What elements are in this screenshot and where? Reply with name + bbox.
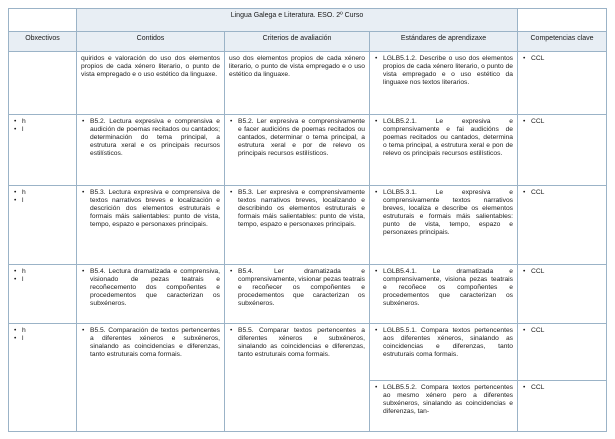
table-header-row: [9, 32, 607, 52]
standards-cell: [370, 115, 518, 186]
table-row: [9, 265, 607, 324]
competences-cell: [518, 265, 607, 324]
header-objectives: Obxectivos: [9, 32, 77, 52]
objective-item: • h: [22, 268, 72, 276]
objective-item: • l: [22, 276, 72, 284]
competences-cell: [518, 52, 607, 115]
content-item: • B5.4. Lectura dramatizada e comprensiva, visionado de pezas teatrais e recoñecemento dos compoñentes e procedementos que caracterizan os subxéneros.: [90, 268, 220, 308]
standard-item: • LGLB5.5.1. Compara textos pertencentes aos diferentes xéneros, sinalando as coincidencias e diferenzas, tanto estruturais coma formais.: [383, 327, 513, 359]
objective-item: • h: [22, 189, 72, 197]
competence-item: • CCL: [531, 55, 602, 63]
criterion-item: • B5.2. Ler expresiva e comprensivamente e facer audicións de poemas recitados ou cantados, determinar o tema principal, a estrutura xeral e por de relevo os principais recursos estilísticos.: [238, 118, 365, 158]
content-item: • B5.2. Lectura expresiva e comprensiva e audición de poemas recitados ou cantados; determinación do tema principal, a estrutura xeral e os principais recursos estilísticos.: [90, 118, 220, 158]
standard-item: • LGLB5.1.2. Describe o uso dos elementos propios de cada xénero literario, o punto de vista empregado e o uso estético da linguaxe nos textos literarios.: [383, 55, 513, 87]
competences-cell: [518, 324, 607, 381]
contents-cell: [77, 324, 225, 432]
standard-item: • LGLB5.5.2. Compara textos pertencentes ao mesmo xénero pero a diferentes subxéneros, sinalando as coincidencias e diferenzas, tan-: [383, 384, 513, 416]
header-criteria: Criterios de avaliación: [225, 32, 370, 52]
header-standards: Estándares de aprendizaxe: [370, 32, 518, 52]
standard-item: • LGLB5.3.1. Le expresiva e comprensivamente textos narrativos breves, localiza e describe os elementos estruturais e formais máis salientables: punto de vista, tempo, espazo e personaxes principais.: [383, 189, 513, 238]
competence-item: • CCL: [531, 189, 602, 197]
competence-item: • CCL: [531, 327, 602, 335]
content-item: • B5.3. Lectura expresiva e comprensiva de textos narrativos breves e localización e descrición dos elementos estruturais e formais máis salientables: punto de vista, tempo, espazo e personaxes principais.: [90, 189, 220, 229]
criteria-cell: uso dos elementos propios de cada xénero literario, o punto de vista empregado e o uso estético da linguaxe.: [225, 52, 370, 115]
objectives-cell: [9, 324, 77, 432]
criteria-cell: [225, 186, 370, 265]
criterion-item: • B5.4. Ler dramatizada e comprensivamente, visionar pezas teatrais e recoñecer os compoñentes e procedementos que caracterizan os subxéneros.: [238, 268, 365, 308]
table-title-row: [9, 9, 607, 32]
competences-cell: [518, 381, 607, 432]
objective-item: • h: [22, 118, 72, 126]
criterion-item: • B5.5. Comparar textos pertencentes a diferentes xéneros e subxéneros, sinalando as coincidencias e diferenzas, tanto estruturais coma formais.: [238, 327, 365, 359]
competence-item: • CCL: [531, 268, 602, 276]
objective-item: • l: [22, 126, 72, 134]
title-blank-cell: [518, 9, 607, 32]
table-row: [9, 186, 607, 265]
contents-cell: [77, 115, 225, 186]
curriculum-table: [8, 8, 607, 432]
header-contents: Contidos: [77, 32, 225, 52]
standard-item: • LGLB5.2.1. Le expresiva e comprensivamente e fai audicións de poemas recitados ou cantados, determina o tema principal, a estrutura xeral e pon de relevo os principais recursos estilísticos.: [383, 118, 513, 158]
standards-cell: [370, 265, 518, 324]
competence-item: • CCL: [531, 118, 602, 126]
contents-cell: [77, 186, 225, 265]
objectives-cell: [9, 186, 77, 265]
objective-item: • h: [22, 327, 72, 335]
table-row: [9, 52, 607, 115]
criteria-cell: [225, 115, 370, 186]
objective-item: • l: [22, 197, 72, 205]
standards-cell: [370, 52, 518, 115]
criteria-cell: [225, 265, 370, 324]
objectives-cell: [9, 52, 77, 115]
standards-cell: [370, 381, 518, 432]
criterion-item: • B5.3. Ler expresiva e comprensivamente textos narrativos breves, localizando e describindo os elementos estruturais e formais máis salientables: punto de vista, tempo, espazo e personaxes principais.: [238, 189, 365, 229]
competences-cell: [518, 115, 607, 186]
table-row: [9, 324, 607, 381]
title-blank-cell: [9, 9, 77, 32]
competences-cell: [518, 186, 607, 265]
content-item: • B5.5. Comparación de textos pertencentes a diferentes xéneros e subxéneros, sinalando as coincidencias e diferenzas, tanto estruturais coma formais.: [90, 327, 220, 359]
standards-cell: [370, 324, 518, 381]
standard-item: • LGLB5.4.1. Le dramatizada e comprensivamente, visiona pezas teatrais e recoñece os compoñentes e procedementos que caracterizan os subxéneros.: [383, 268, 513, 308]
standards-cell: [370, 186, 518, 265]
header-competences: Competencias clave: [518, 32, 607, 52]
competence-item: • CCL: [531, 384, 602, 392]
table-title: Lingua Galega e Literatura. ESO. 2º Curso: [77, 9, 518, 32]
table-row: [9, 115, 607, 186]
objective-item: • l: [22, 335, 72, 343]
criteria-cell: [225, 324, 370, 432]
contents-cell: [77, 265, 225, 324]
contents-cell: quiridos e valoración do uso dos elementos propios de cada xénero literario, o punto de vista empregado e o uso estético da linguaxe.: [77, 52, 225, 115]
objectives-cell: [9, 115, 77, 186]
objectives-cell: [9, 265, 77, 324]
